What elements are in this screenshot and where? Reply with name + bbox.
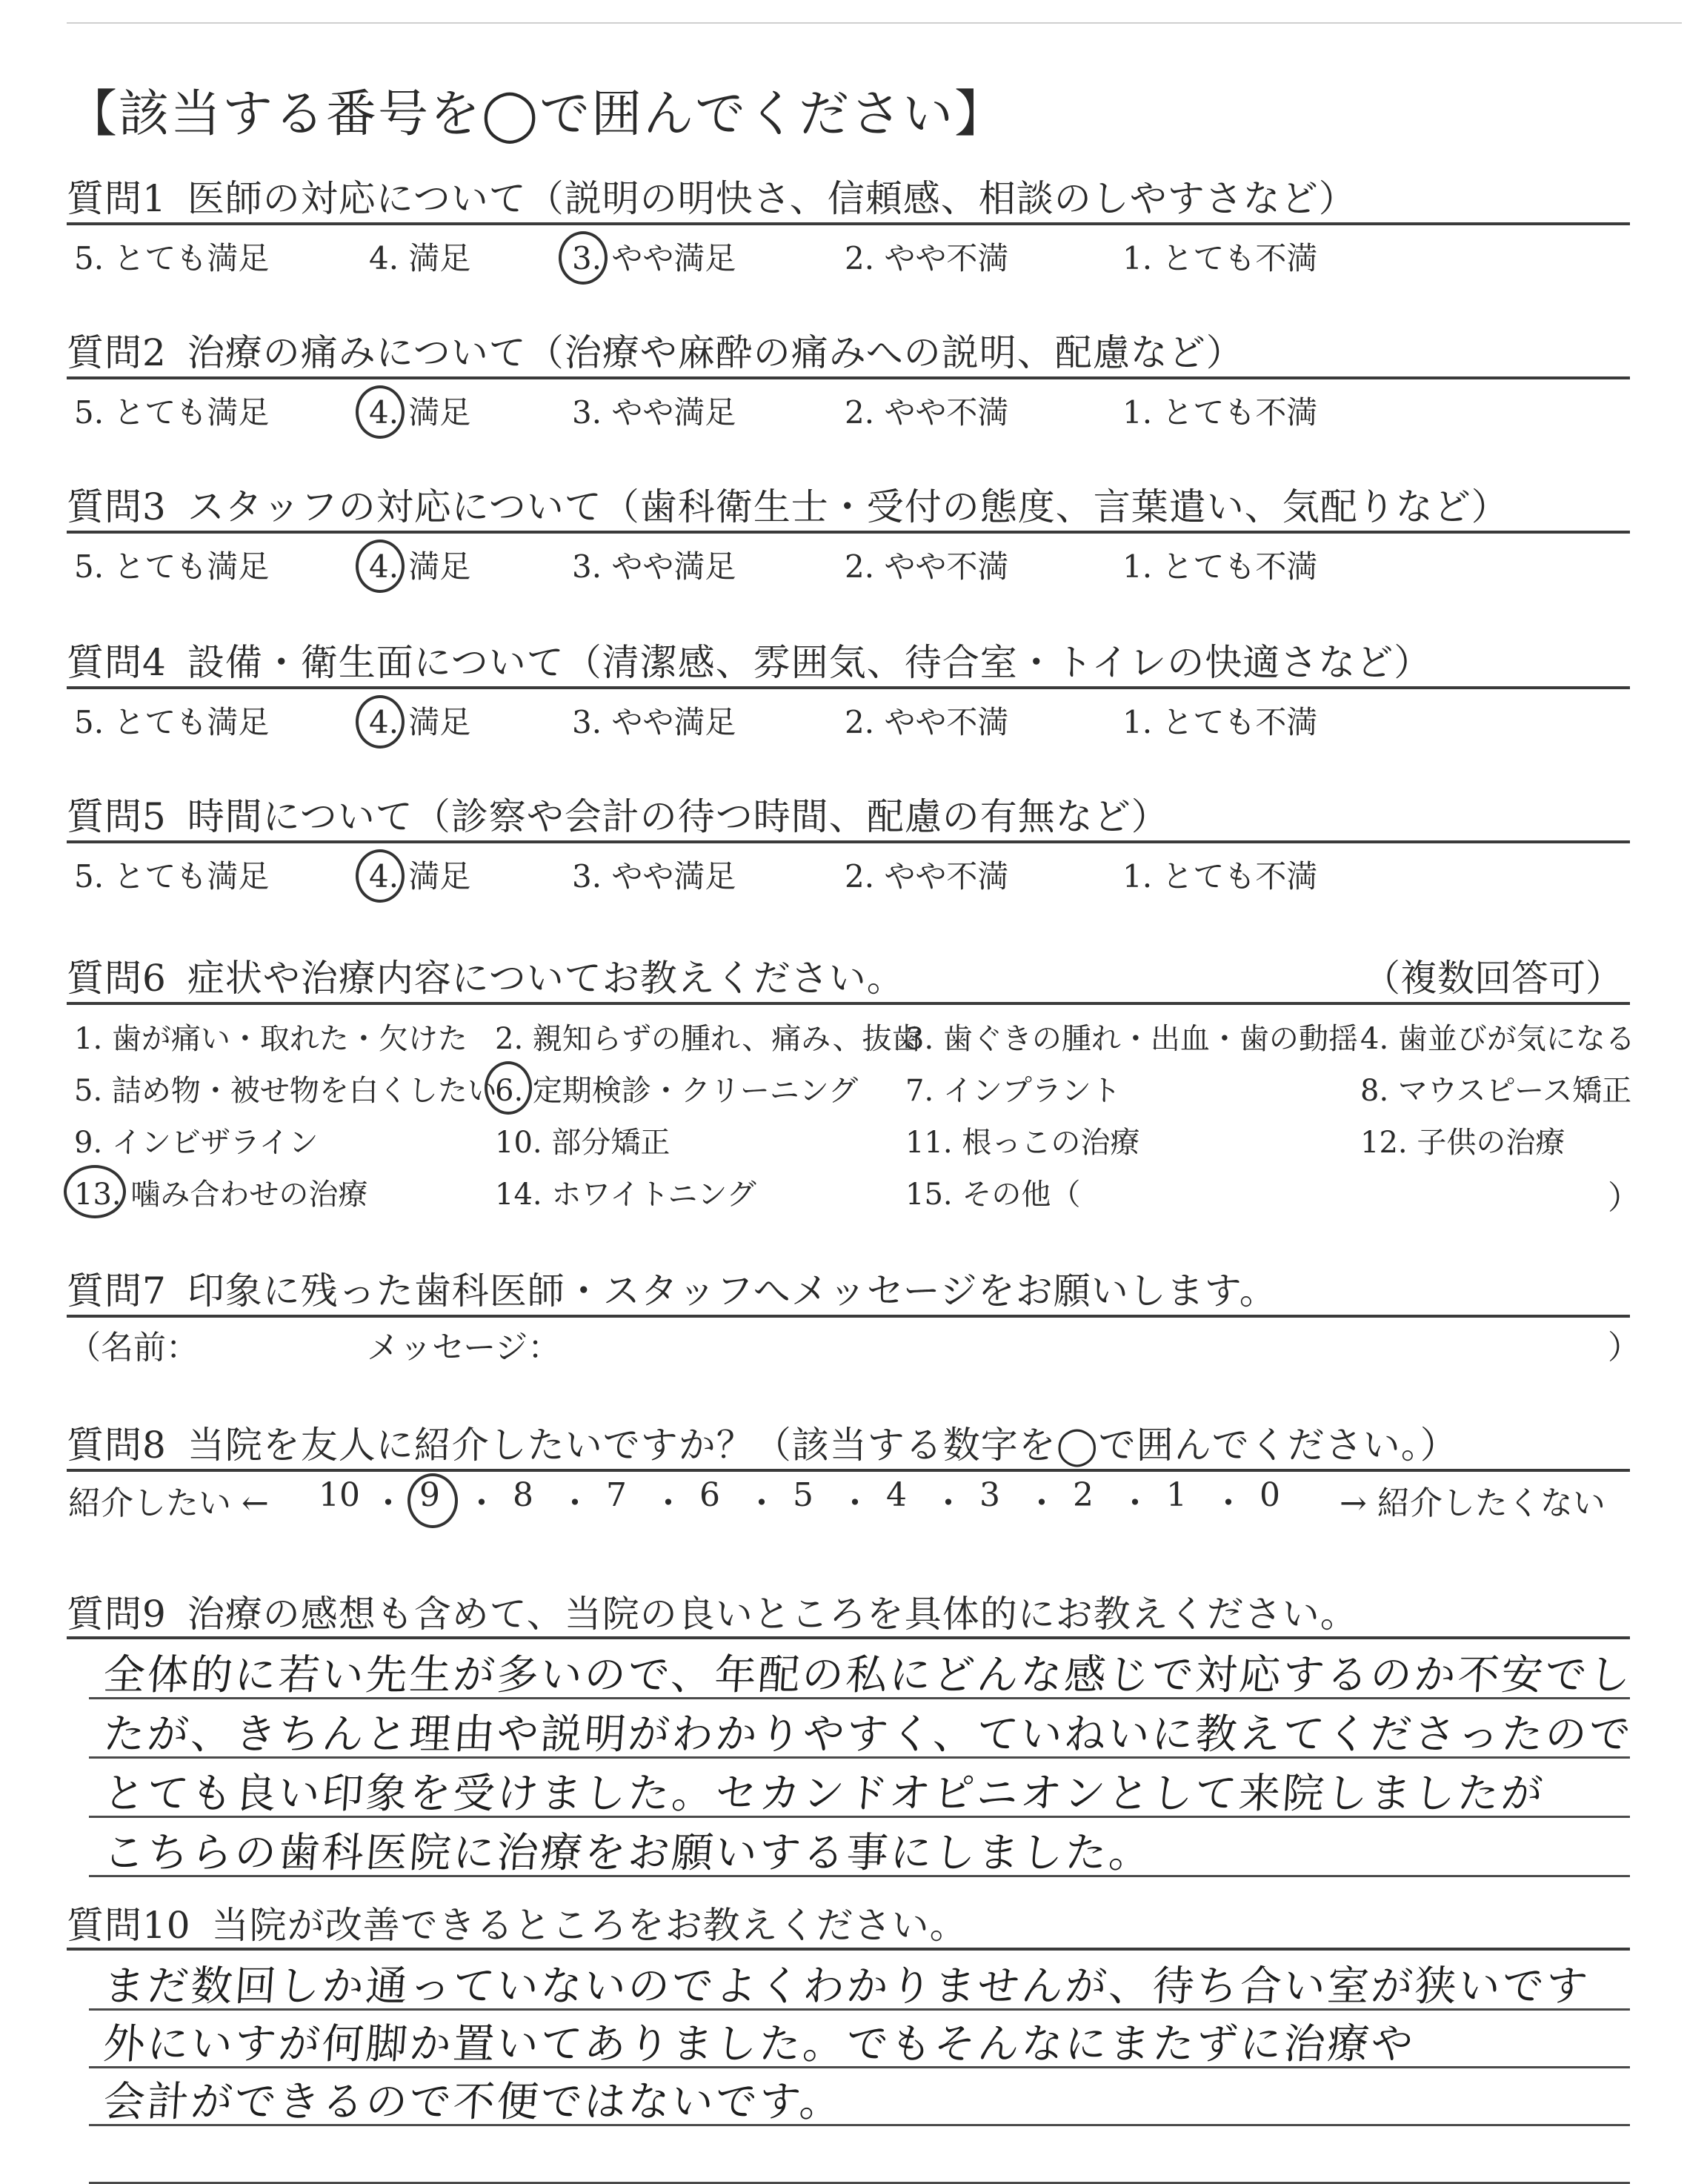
- q7-name-label: （名前：: [68, 1329, 199, 1367]
- q6-option-11: 11. 根っこの治療: [905, 1126, 1140, 1160]
- q1-option-3: 3. やや満足: [572, 240, 736, 276]
- q3-option-2: 2. やや不満: [845, 548, 1009, 585]
- q1-option-1: 1. とても不満: [1122, 240, 1318, 276]
- q5-option-2: 2. やや不満: [845, 858, 1009, 894]
- q8-scale-7: 7: [606, 1476, 627, 1514]
- q8-scale-dot: ・: [932, 1484, 965, 1522]
- q8-rule: [67, 1469, 1630, 1472]
- q6-number: 質問6: [67, 957, 167, 1000]
- q6-option-5: 5. 詰め物・被せ物を白くしたい: [74, 1074, 497, 1108]
- q7-number: 質問7: [67, 1269, 167, 1312]
- q5-rule: [67, 840, 1630, 843]
- q8-scale-8: 8: [513, 1476, 533, 1514]
- q10-answer-rule: [89, 2124, 1630, 2126]
- q6-option-14: 14. ホワイトニング: [495, 1178, 756, 1212]
- q1-option-5: 5. とても満足: [74, 240, 270, 276]
- q8-scale-4: 4: [886, 1476, 907, 1514]
- q5-text: 時間について（診察や会計の待つ時間、配慮の有無など）: [187, 795, 1169, 838]
- q10-answer-rule: [89, 2066, 1630, 2068]
- q2-title: [67, 323, 1630, 376]
- q9-answer-line-2: たが、きちんと理由や説明がわかりやすく、ていねいに教えてくださったので: [102, 1710, 1634, 1759]
- q1-option-4: 4. 満足: [369, 240, 471, 276]
- q6-multi-note: （複数回答可）: [1363, 957, 1623, 1000]
- q8-scale-1: 1: [1166, 1476, 1187, 1514]
- q2-option-2: 2. やや不満: [845, 394, 1009, 431]
- q10-text: 当院が改善できるところをお教えください。: [211, 1904, 968, 1947]
- q8-right-label: → 紹介したくない: [1340, 1484, 1605, 1522]
- q8-scale-0: 0: [1260, 1476, 1280, 1514]
- q9-number: 質問9: [67, 1593, 167, 1636]
- q6-option-2: 2. 親知らずの腫れ、痛み、抜歯: [495, 1022, 922, 1056]
- q8-scale-3: 3: [979, 1476, 1000, 1514]
- q5-number: 質問5: [67, 795, 167, 838]
- q6-option-9: 9. インビザライン: [74, 1126, 319, 1160]
- q10-answer-line-2: 外にいすが何脚か置いてありました。でもそんなにまたずに治療や: [102, 2020, 1417, 2068]
- q5-title: [67, 787, 1630, 840]
- q8-text: 当院を友人に紹介したいですか？（該当する数字を◯で囲んでください。）: [187, 1424, 1458, 1467]
- q8-scale-dot: ・: [839, 1484, 871, 1522]
- q3-option-3: 3. やや満足: [572, 548, 736, 585]
- q3-option-4: 4. 満足: [369, 548, 471, 585]
- q10-title: [67, 1896, 1630, 1949]
- q8-scale-dot: ・: [745, 1484, 778, 1522]
- q6-option-7: 7. インプラント: [905, 1074, 1121, 1108]
- q5-option-1: 1. とても不満: [1122, 858, 1318, 894]
- q8-scale-6: 6: [699, 1476, 720, 1514]
- q8-scale-dot: ・: [1025, 1484, 1058, 1522]
- q9-answer-rule: [89, 1697, 1630, 1699]
- q3-title: [67, 477, 1630, 531]
- q6-option-8: 8. マウスピース矯正: [1360, 1074, 1632, 1108]
- q4-option-5: 5. とても満足: [74, 704, 270, 740]
- q6-option-12: 12. 子供の治療: [1360, 1126, 1565, 1160]
- q9-answer-line-1: 全体的に若い先生が多いので、年配の私にどんな感じで対応するのか不安でし: [102, 1651, 1634, 1699]
- q8-left-label: 紹介したい ←: [68, 1484, 269, 1522]
- q7-title: [67, 1261, 1630, 1315]
- q2-rule: [67, 376, 1630, 379]
- q6-text: 症状や治療内容についてお教えください。: [187, 957, 905, 1000]
- q2-option-4: 4. 満足: [369, 394, 471, 431]
- q8-scale-10: 10: [319, 1476, 360, 1514]
- q8-scale-dot: ・: [652, 1484, 685, 1522]
- q4-rule: [67, 686, 1630, 689]
- q3-rule: [67, 531, 1630, 534]
- q4-option-4: 4. 満足: [369, 704, 471, 740]
- q10-number: 質問10: [67, 1904, 191, 1947]
- q8-scale-5: 5: [793, 1476, 813, 1514]
- q2-option-3: 3. やや満足: [572, 394, 736, 431]
- q3-text: スタッフの対応について（歯科衛生士・受付の態度、言葉遣い、気配りなど）: [187, 485, 1509, 528]
- q4-text: 設備・衛生面について（清潔感、雰囲気、待合室・トイレの快適さなど）: [187, 641, 1432, 684]
- q6-option-4: 4. 歯並びが気になる: [1360, 1022, 1635, 1056]
- q8-scale-dot: ・: [559, 1484, 591, 1522]
- page-title: 【該当する番号を◯で囲んでください】: [67, 85, 1007, 144]
- q10-answer-rule: [89, 2008, 1630, 2011]
- q8-title: [67, 1415, 1630, 1469]
- q8-scale-9: 9: [419, 1476, 440, 1514]
- q2-option-1: 1. とても不満: [1122, 394, 1318, 431]
- q9-answer-rule: [89, 1875, 1630, 1877]
- q8-scale-dot: ・: [372, 1484, 405, 1522]
- q10-answer-line-1: まだ数回しか通っていないのでよくわかりませんが、待ち合い室が狭いです: [102, 1962, 1591, 2011]
- q1-number: 質問1: [67, 177, 167, 220]
- q4-option-2: 2. やや不満: [845, 704, 1009, 740]
- q8-scale-dot: ・: [1212, 1484, 1245, 1522]
- q9-answer-rule: [89, 1816, 1630, 1818]
- q1-title: [67, 169, 1630, 222]
- q4-title: [67, 633, 1630, 686]
- q4-option-3: 3. やや満足: [572, 704, 736, 740]
- q9-answer-line-3: とても良い印象を受けました。セカンドオピニオンとして来院しましたが: [102, 1770, 1547, 1818]
- q10-answer-line-3: 会計ができるので不便ではないです。: [102, 2078, 845, 2126]
- q4-option-1: 1. とても不満: [1122, 704, 1318, 740]
- q8-scale-dot: ・: [1119, 1484, 1151, 1522]
- q7-close-paren: ）: [1608, 1329, 1640, 1367]
- q2-text: 治療の痛みについて（治療や麻酔の痛みへの説明、配慮など）: [187, 331, 1244, 374]
- q5-option-4: 4. 満足: [369, 858, 471, 894]
- q7-message-label: メッセージ：: [367, 1329, 561, 1367]
- q5-option-3: 3. やや満足: [572, 858, 736, 894]
- q7-text: 印象に残った歯科医師・スタッフへメッセージをお願いします。: [187, 1269, 1277, 1312]
- q3-option-1: 1. とても不満: [1122, 548, 1318, 585]
- q6-option-6: 6. 定期検診・クリーニング: [495, 1074, 859, 1108]
- q3-option-5: 5. とても満足: [74, 548, 270, 585]
- q9-title: [67, 1584, 1630, 1638]
- q6-option-1: 1. 歯が痛い・取れた・欠けた: [74, 1022, 467, 1056]
- q8-number: 質問8: [67, 1424, 167, 1467]
- q4-number: 質問4: [67, 641, 167, 684]
- q5-option-5: 5. とても満足: [74, 858, 270, 894]
- q6-option-15: 15. その他（: [905, 1178, 1081, 1212]
- q9-text: 治療の感想も含めて、当院の良いところを具体的にお教えください。: [187, 1593, 1358, 1636]
- q2-option-5: 5. とても満足: [74, 394, 270, 431]
- q1-rule: [67, 222, 1630, 225]
- q1-option-2: 2. やや不満: [845, 240, 1009, 276]
- q6-option-13: 13. 噛み合わせの治療: [74, 1178, 368, 1212]
- q9-answer-rule: [89, 1756, 1630, 1759]
- q6-option-3: 3. 歯ぐきの腫れ・出血・歯の動揺: [905, 1022, 1358, 1056]
- q8-scale-dot: ・: [465, 1484, 498, 1522]
- q2-number: 質問2: [67, 331, 167, 374]
- q6-other-close: ）: [1608, 1179, 1640, 1217]
- q3-number: 質問3: [67, 485, 167, 528]
- q9-answer-line-4: こちらの歯科医院に治療をお願いする事にしました。: [102, 1829, 1154, 1877]
- q6-option-10: 10. 部分矯正: [495, 1126, 671, 1160]
- q6-rule: [67, 1002, 1630, 1005]
- q1-text: 医師の対応について（説明の明快さ、信頼感、相談のしやすさなど）: [187, 177, 1357, 220]
- q8-scale-2: 2: [1073, 1476, 1094, 1514]
- q10-rule: [67, 1948, 1630, 1951]
- q9-rule: [67, 1636, 1630, 1639]
- q7-rule: [67, 1315, 1630, 1318]
- top-divider: [67, 22, 1682, 24]
